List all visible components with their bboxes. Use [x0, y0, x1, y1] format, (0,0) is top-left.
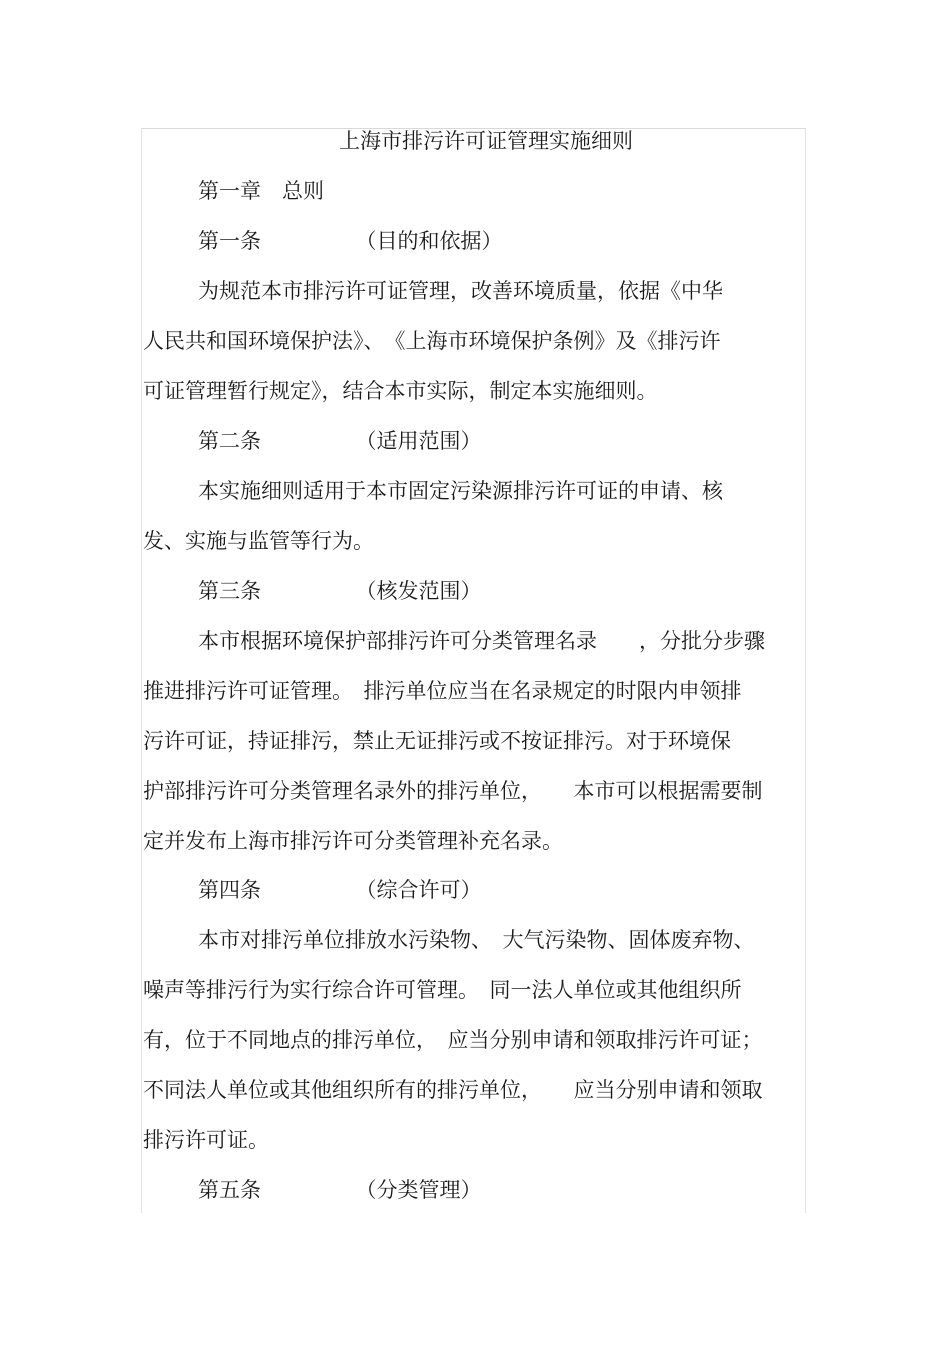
article-heading: 第三条 （核发范围）	[198, 579, 482, 603]
paragraph-line: 噪声等排污行为实行综合许可管理。 同一法人单位或其他组织所	[143, 978, 742, 1002]
article-heading: 第四条 （综合许可）	[198, 878, 482, 902]
paragraph-line: 有，位于不同地点的排污单位， 应当分别申请和领取排污许可证；	[143, 1028, 763, 1052]
paragraph-line: 排污许可证。	[143, 1128, 269, 1152]
chapter-heading: 第一章 总则	[198, 179, 324, 203]
paragraph-line: 为规范本市排污许可证管理，改善环境质量，依据《中华	[198, 279, 723, 303]
paragraph-line: 可证管理暂行规定》，结合本市实际，制定本实施细则。	[143, 379, 658, 403]
paragraph-line: 推进排污许可证管理。 排污单位应当在名录规定的时限内申领排	[143, 679, 742, 703]
paragraph-line: 发、实施与监管等行为。	[143, 529, 374, 553]
document-title: 上海市排污许可证管理实施细则	[339, 129, 633, 153]
article-heading: 第五条 （分类管理）	[198, 1178, 482, 1202]
paragraph-line: 人民共和国环境保护法》、 《上海市环境保护条例》及《排污许	[143, 329, 721, 353]
article-heading: 第一条 （目的和依据）	[198, 229, 503, 253]
paragraph-line: 本市根据环境保护部排污许可分类管理名录 ，分批分步骤	[198, 629, 765, 653]
paragraph-line: 污许可证，持证排污，禁止无证排污或不按证排污。对于环境保	[143, 729, 731, 753]
article-heading: 第二条 （适用范围）	[198, 429, 482, 453]
paragraph-line: 定并发布上海市排污许可分类管理补充名录。	[143, 829, 563, 853]
paragraph-line: 本市对排污单位排放水污染物、 大气污染物、固体废弃物、	[198, 928, 755, 952]
paragraph-line: 护部排污许可分类管理名录外的排污单位， 本市可以根据需要制	[143, 779, 763, 803]
paragraph-line: 不同法人单位或其他组织所有的排污单位， 应当分别申请和领取	[143, 1078, 763, 1102]
paragraph-line: 本实施细则适用于本市固定污染源排污许可证的申请、核	[198, 479, 723, 503]
